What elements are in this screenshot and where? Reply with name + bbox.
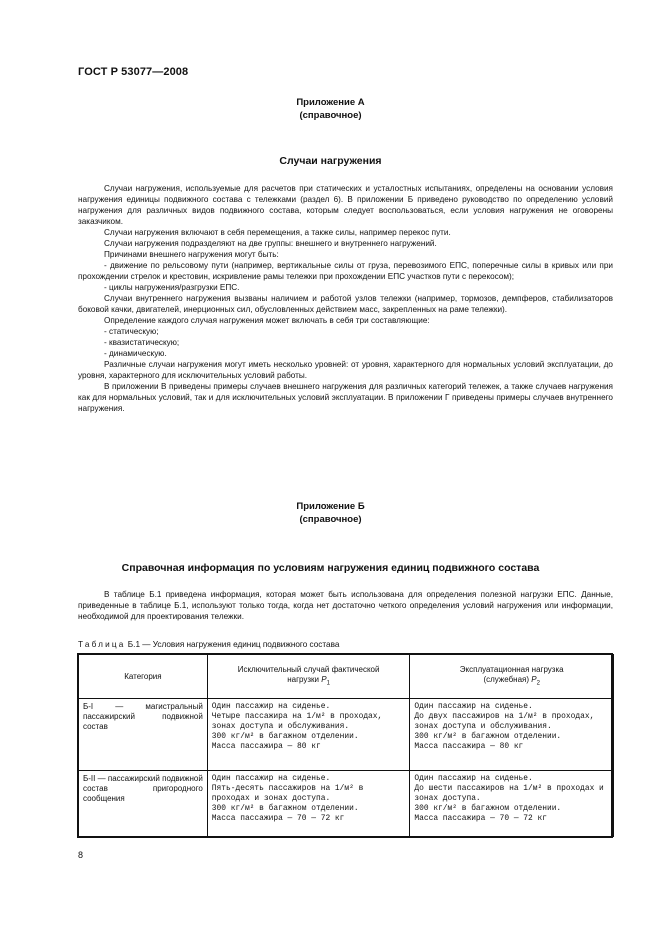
header-operational-symbol: P [531, 675, 537, 684]
cell-line: До шести пассажиров на 1/м² в проходах и зонах доступа. [414, 784, 604, 803]
paragraph: Определение каждого случая нагружения может включать в себя три составляющие: [104, 316, 430, 325]
header-operational-sub: 2 [536, 680, 540, 687]
cell-line: Масса пассажира — 70 — 72 кг [414, 814, 547, 823]
cell-line: Один пассажир на сиденье. [414, 774, 533, 783]
row-exceptional [207, 699, 410, 771]
header-exceptional [207, 655, 410, 699]
table-caption-label: Таблица [78, 640, 126, 649]
cell-line: 300 кг/м² в багажном отделении. [414, 732, 562, 741]
paragraph: - движение по рельсовому пути (например, вертикальные силы от груза, перевозимого ЕПС, поперечные силы в кривых или при прохождении стрелок и крестовин, искривление рамы тележки при прохождении ЕПС участков пути с перекосом); [78, 261, 613, 281]
table-row [79, 699, 614, 771]
header-operational [410, 655, 614, 699]
appendix-a-heading: Случаи нагружения [279, 155, 382, 167]
table-caption [78, 640, 339, 649]
header-category: Категория [79, 655, 208, 699]
row-operational [410, 699, 614, 771]
cell-line: Один пассажир на сиденье. [414, 702, 533, 711]
appendix-a-body [78, 183, 613, 414]
paragraph: Причинами внешнего нагружения могут быть: [104, 250, 279, 259]
paragraph: - циклы нагружения/разгрузки ЕПС. [104, 283, 240, 292]
table-caption-text: Б.1 — Условия нагружения единиц подвижного состава [125, 640, 340, 649]
cell-line: 300 кг/м² в багажном отделении. [211, 804, 359, 813]
paragraph: - статическую; [104, 327, 159, 336]
cell-line: Масса пассажира — 80 кг [414, 742, 524, 751]
paragraph: Различные случаи нагружения могут иметь несколько уровней: от уровня, характерного для нормальных условий эксплуатации, до уровня, характерного для исключительных условий работы. [78, 360, 613, 380]
row-operational [410, 771, 614, 837]
paragraph: Случаи нагружения, используемые для расчетов при статических и усталостных испытаниях, определены на основании условия нагружения единицы подвижного состава с тележками (раздел 6). В приложении Б приведено руководство по определению условий нагружения для различных видов подвижного состава, которым следует воспользоваться, если условия нагружения не оговорены заказчиком. [78, 184, 613, 226]
paragraph: - квазистатическую; [104, 338, 180, 347]
cell-line: Один пассажир на сиденье. [211, 774, 331, 783]
header-exceptional-line2: нагрузки [287, 675, 322, 684]
appendix-b-title: Приложение Б [296, 501, 365, 512]
cell-line: До двух пассажиров на 1/м² в проходах, зонах доступа и обслуживания. [414, 712, 595, 731]
paragraph: В таблице Б.1 приведена информация, которая может быть использована для определения полезной нагрузки ЕПС. Данные, приведенные в таблице Б.1, используют только тогда, когда нет достаточно четкого определения условий нагружения или информации, необходимой для проектирования тележки. [78, 590, 613, 621]
row-category: Б-I — магистральный пассажирский подвижной состав [79, 699, 208, 771]
header-exceptional-line1: Исключительный случай фактической [237, 665, 380, 674]
paragraph: В приложении В приведены примеры случаев внешнего нагружения для различных категорий тележек, а также случаев нагружения как для нормальных условий, так и для исключительных условий эксплуатации. В приложении Г приведены примеры случаев внутреннего нагружения. [78, 382, 613, 413]
header-exceptional-symbol: P [321, 675, 327, 684]
cell-line: 300 кг/м² в багажном отделении. [211, 732, 359, 741]
appendix-b-heading: Справочная информация по условиям нагружения единиц подвижного состава [121, 562, 540, 574]
cell-line: Четыре пассажира на 1/м² в проходах, зонах доступа и обслуживания. [211, 712, 383, 731]
header-operational-line1: Эксплуатационная нагрузка [459, 665, 564, 674]
paragraph: Случаи нагружения подразделяют на две группы: внешнего и внутреннего нагружений. [104, 239, 437, 248]
cell-line: Один пассажир на сиденье. [211, 702, 331, 711]
table-header-row [79, 655, 614, 699]
appendix-a-subtitle: (справочное) [299, 110, 362, 121]
cell-line: 300 кг/м² в багажном отделении. [414, 804, 562, 813]
appendix-b-body [78, 589, 613, 622]
table-row [79, 771, 614, 837]
paragraph: - динамическую. [104, 349, 167, 358]
document-id-header: ГОСТ Р 53077—2008 [78, 66, 189, 78]
loading-conditions-table [78, 654, 614, 837]
header-operational-line2: (служебная) [483, 675, 532, 684]
cell-line: Пять-десять пассажиров на 1/м² в проходах и зонах доступа. [211, 784, 364, 803]
row-exceptional [207, 771, 410, 837]
appendix-b-subtitle: (справочное) [299, 514, 362, 525]
row-category: Б-II — пассажирский подвижной состав пригородного сообщения [79, 771, 208, 837]
header-exceptional-sub: 1 [326, 680, 330, 687]
cell-line: Масса пассажира — 70 — 72 кг [211, 814, 345, 823]
appendix-a-title: Приложение А [296, 97, 365, 108]
cell-line: Масса пассажира — 80 кг [211, 742, 321, 751]
page-number: 8 [78, 850, 84, 860]
paragraph: Случаи внутреннего нагружения вызваны наличием и работой узлов тележки (например, тормозов, демпферов, стабилизаторов боковой качки, двигателей, инерционных сил, обусловленных действием масс, закрепленных на раме тележки). [78, 294, 613, 314]
paragraph: Случаи нагружения включают в себя перемещения, а также силы, например перекос пути. [104, 228, 451, 237]
